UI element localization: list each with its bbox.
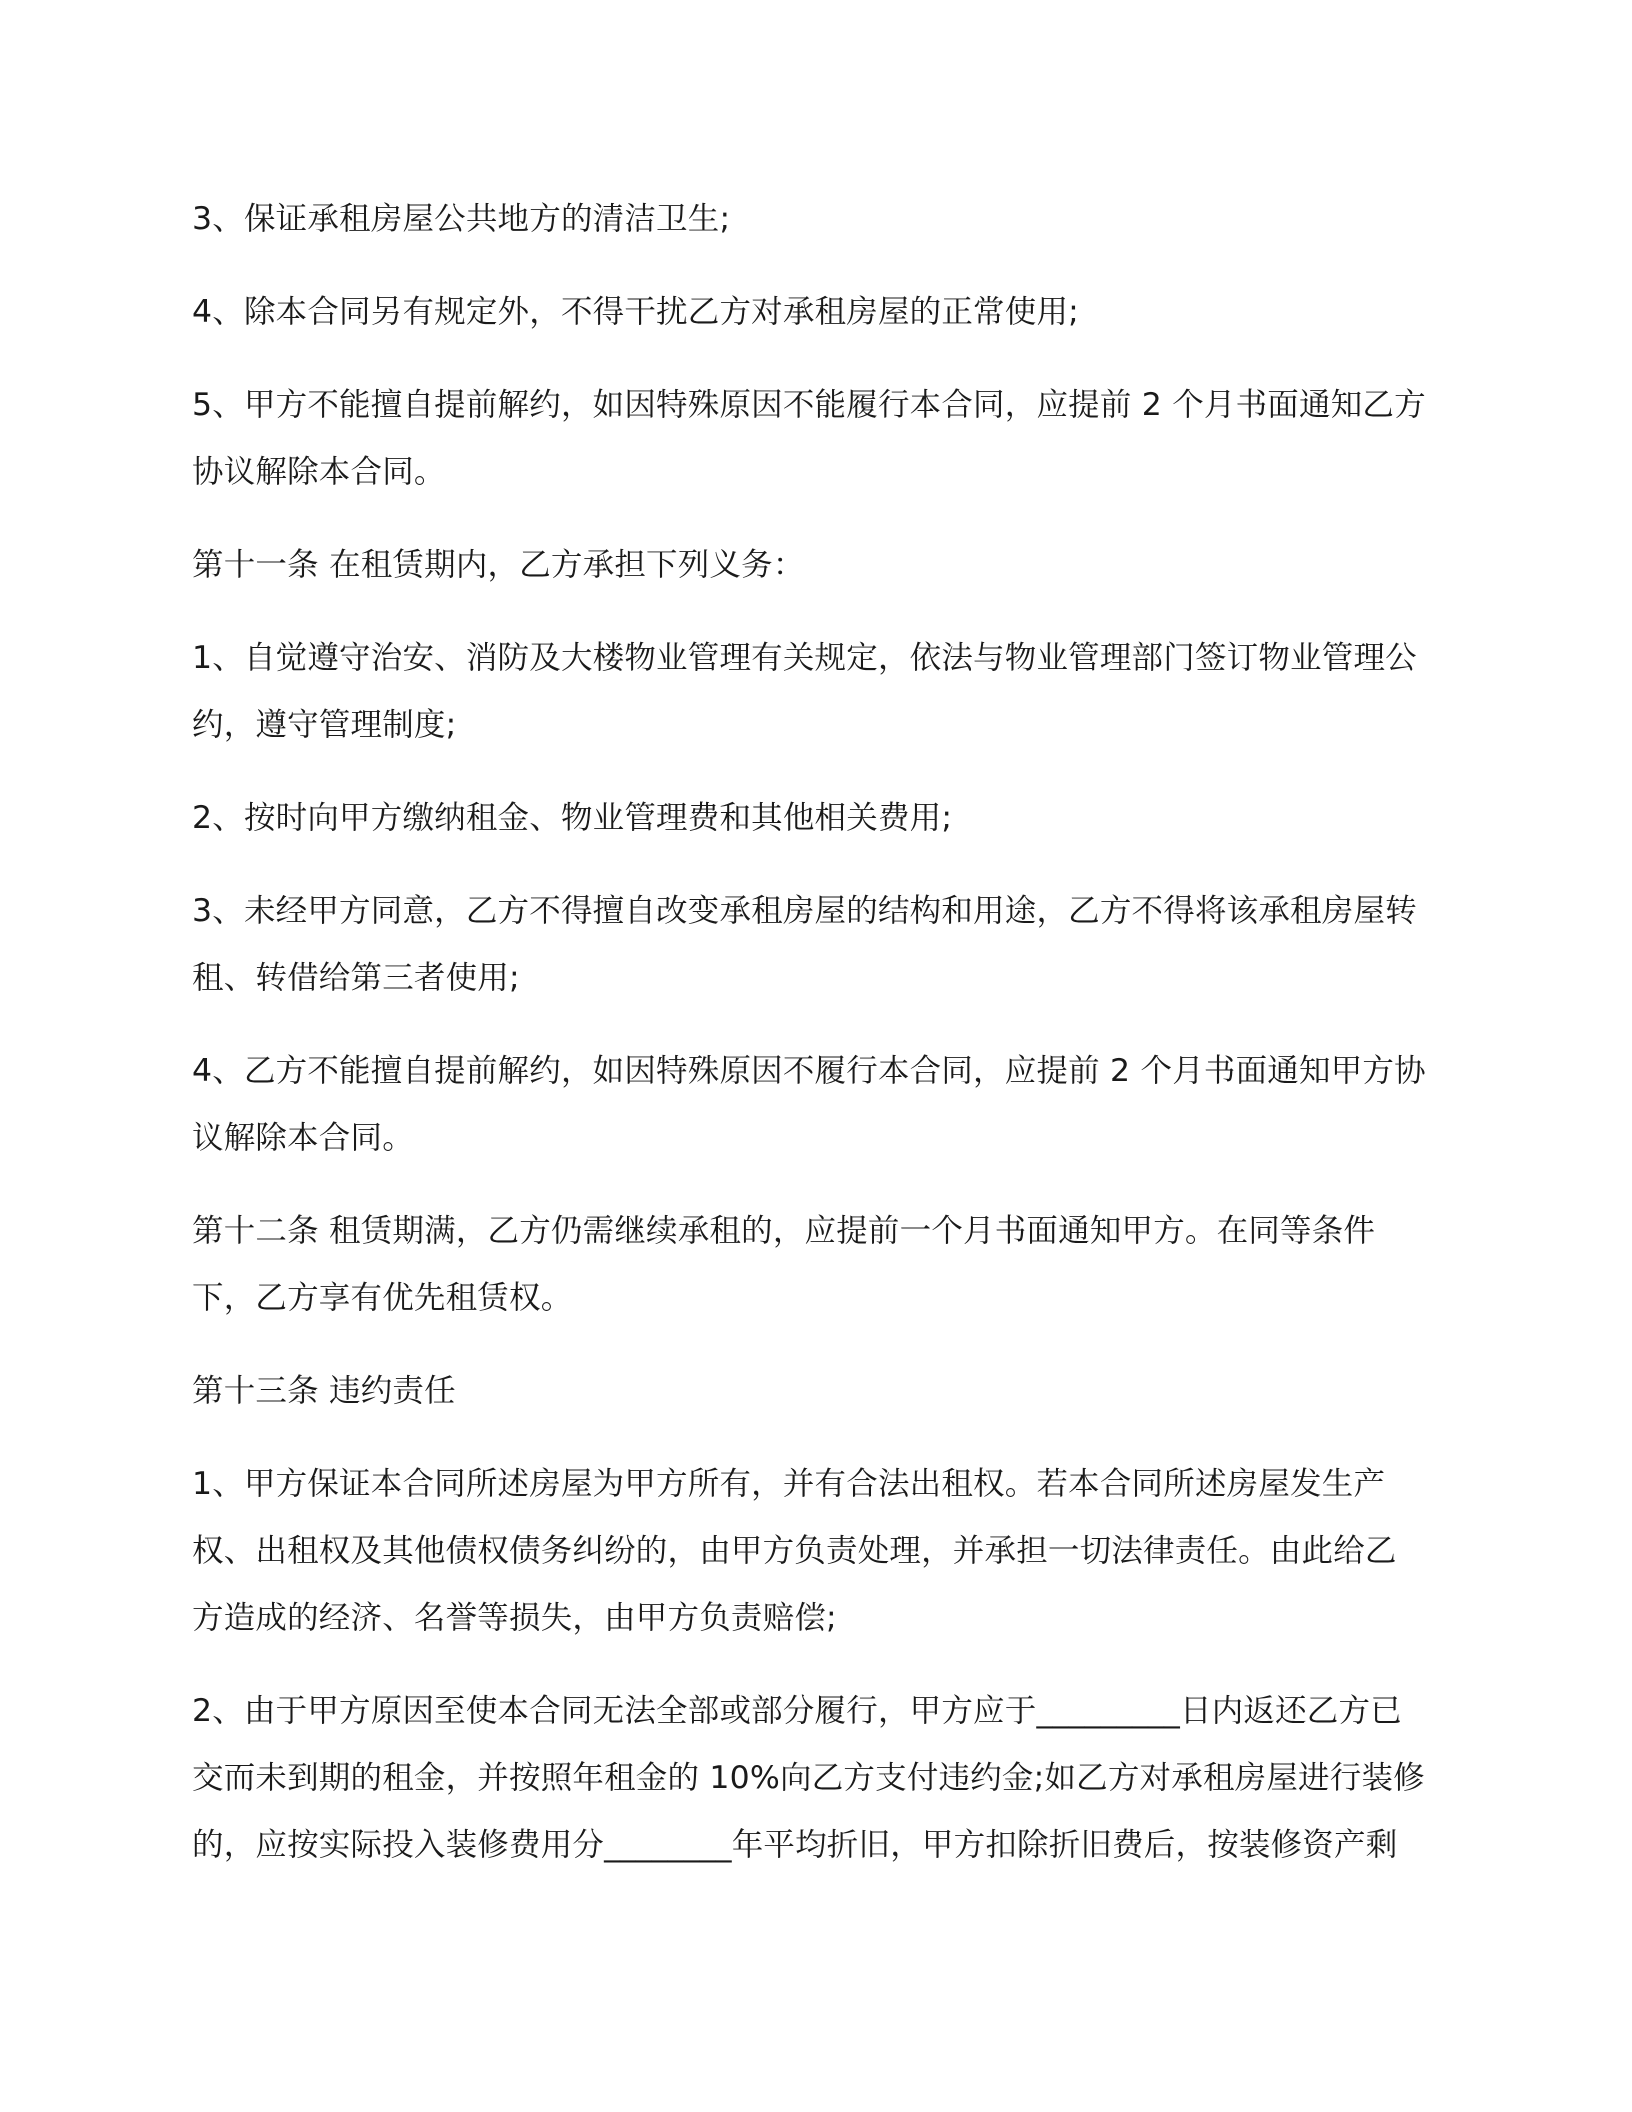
article-12-renewal — [192, 1198, 1442, 1332]
text-line: 5、甲方不能擅自提前解约，如因特殊原因不能履行本合同，应提前 2 个月书面通知乙方 — [192, 387, 1426, 423]
clause-4-no-interference — [192, 279, 1442, 346]
text-line: 约，遵守管理制度; — [192, 707, 457, 743]
text-line: 1、自觉遵守治安、消防及大楼物业管理有关规定，依法与物业管理部门签订物业管理公 — [192, 640, 1417, 676]
liability-1-ownership — [192, 1451, 1442, 1652]
text-line: 下，乙方享有优先租赁权。 — [192, 1280, 573, 1316]
document-page — [192, 186, 1442, 1905]
text-line: 的，应按实际投入装修费用分________年平均折旧，甲方扣除折旧费后，按装修资产剩 — [192, 1827, 1398, 1863]
article-11-heading — [192, 532, 1442, 599]
text-line: 第十一条 在租赁期内，乙方承担下列义务： — [192, 547, 805, 583]
clause-5-early-termination-party-a — [192, 372, 1442, 506]
obligation-3-no-alteration — [192, 878, 1442, 1012]
text-line: 2、按时向甲方缴纳租金、物业管理费和其他相关费用; — [192, 800, 953, 836]
obligation-2-payment — [192, 785, 1442, 852]
obligation-4-early-termination-party-b — [192, 1038, 1442, 1172]
text-line: 方造成的经济、名誉等损失，由甲方负责赔偿; — [192, 1600, 837, 1636]
text-line: 权、出租权及其他债权债务纠纷的，由甲方负责处理，并承担一切法律责任。由此给乙 — [192, 1533, 1397, 1569]
text-line: 3、保证承租房屋公共地方的清洁卫生; — [192, 201, 731, 237]
text-line: 1、甲方保证本合同所述房屋为甲方所有，并有合法出租权。若本合同所述房屋发生产 — [192, 1466, 1386, 1502]
article-13-heading — [192, 1358, 1442, 1425]
text-line: 租、转借给第三者使用; — [192, 960, 520, 996]
text-line: 4、除本合同另有规定外，不得干扰乙方对承租房屋的正常使用; — [192, 294, 1079, 330]
text-line: 3、未经甲方同意，乙方不得擅自改变承租房屋的结构和用途，乙方不得将该承租房屋转 — [192, 893, 1417, 929]
text-line: 协议解除本合同。 — [192, 454, 446, 490]
liability-2-refund — [192, 1678, 1442, 1879]
text-line: 2、由于甲方原因至使本合同无法全部或部分履行，甲方应于_________日内返还乙方已 — [192, 1693, 1402, 1729]
obligation-1-compliance — [192, 625, 1442, 759]
text-line: 第十二条 租赁期满，乙方仍需继续承租的，应提前一个月书面通知甲方。在同等条件 — [192, 1213, 1376, 1249]
text-line: 交而未到期的租金，并按照年租金的 10%向乙方支付违约金;如乙方对承租房屋进行装修 — [192, 1760, 1425, 1796]
clause-3-cleaning — [192, 186, 1442, 253]
text-line: 议解除本合同。 — [192, 1120, 414, 1156]
text-line: 第十三条 违约责任 — [192, 1373, 456, 1409]
text-line: 4、乙方不能擅自提前解约，如因特殊原因不履行本合同，应提前 2 个月书面通知甲方协 — [192, 1053, 1426, 1089]
